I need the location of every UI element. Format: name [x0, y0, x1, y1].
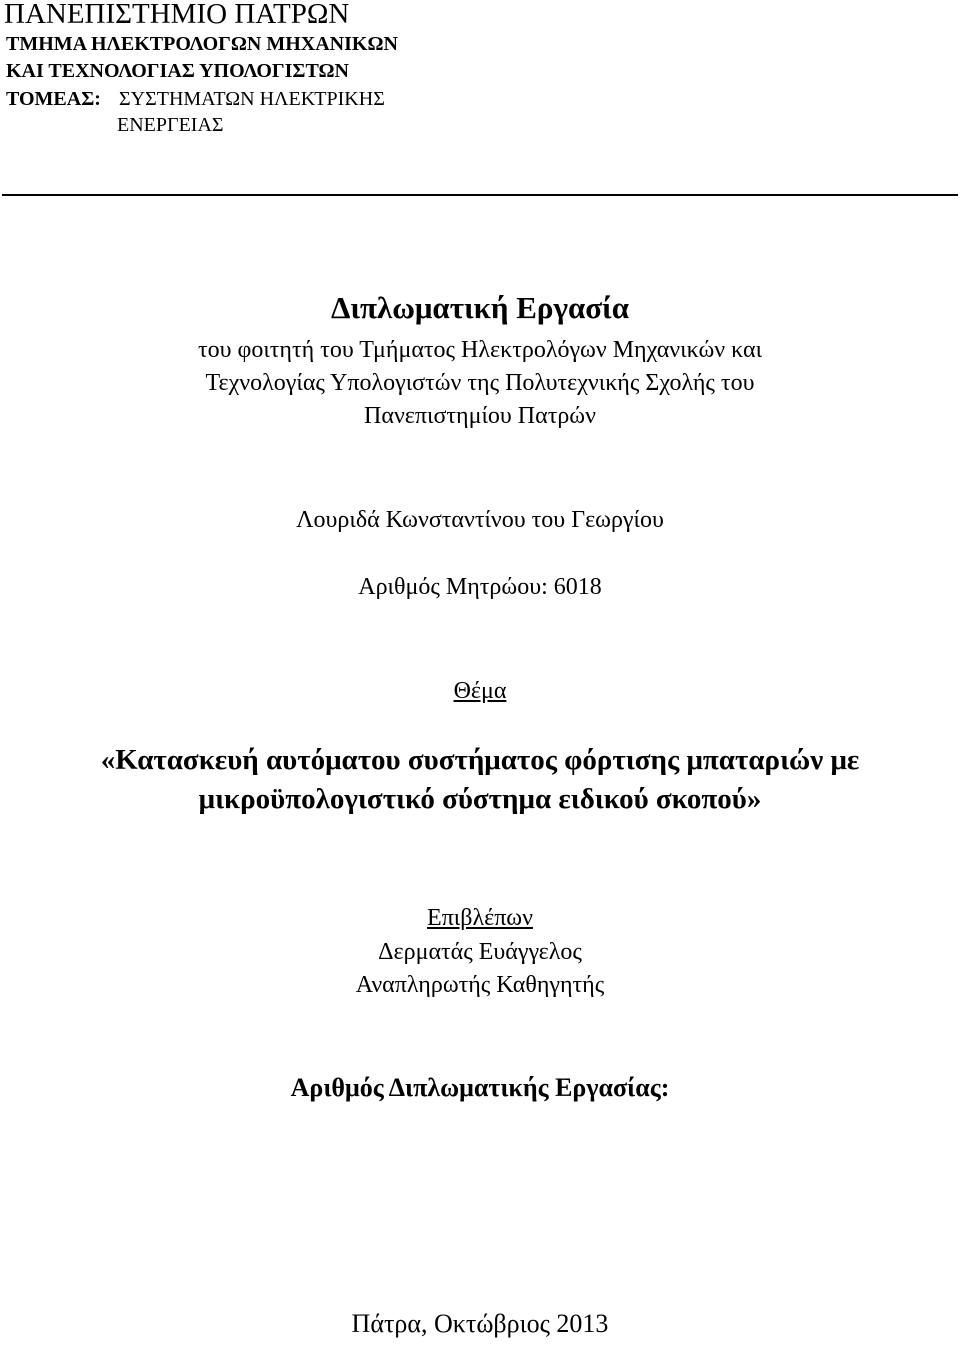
topic-label: Θέμα — [453, 678, 507, 704]
thesis-title: Διπλωματική Εργασία — [330, 290, 630, 325]
intro-line-1: του φοιτητή του Τμήματος Ηλεκτρολόγων Μηχανικών και — [197, 337, 763, 363]
student-name: Λουριδά Κωνσταντίνου του Γεωργίου — [296, 507, 664, 533]
supervisor-rank: Αναπληρωτής Καθηγητής — [355, 972, 605, 998]
supervisor-heading — [0, 903, 960, 933]
sector-name-line-1: ΣΥΣΤΗΜΑΤΩΝ ΗΛΕΚΤΡΙΚΗΣ — [119, 88, 385, 110]
supervisor-name: Δερματάς Ευάγγελος — [378, 939, 582, 965]
intro-line-3: Πανεπιστημίου Πατρών — [364, 403, 596, 429]
topic-line-1: «Κατασκευή αυτόματου συστήματος φόρτισης μπαταριών με — [100, 744, 860, 776]
sector-name-line-2: ΕΝΕΡΓΕΙΑΣ — [117, 114, 224, 136]
department-line-1: ΤΜΗΜΑ ΗΛΕΚΤΡΟΛΟΓΩΝ ΜΗΧΑΝΙΚΩΝ — [6, 33, 398, 55]
supervisor-label: Επιβλέπων — [427, 905, 533, 931]
intro-line-2: Τεχνολογίας Υπολογιστών της Πολυτεχνικής Σχολής του — [205, 370, 755, 396]
university-name: ΠΑΝΕΠΙΣΤΗΜΙΟ ΠΑΤΡΩΝ — [4, 0, 350, 30]
header-divider — [2, 194, 958, 196]
department-line-2: ΚΑΙ ΤΕΧΝΟΛΟΓΙΑΣ ΥΠΟΛΟΓΙΣΤΩΝ — [6, 60, 349, 82]
registration-number: Αριθμός Μητρώου: 6018 — [358, 574, 602, 600]
topic-line-2: μικροϋπολογιστικό σύστημα ειδικού σκοπού» — [198, 783, 762, 815]
place-and-date: Πάτρα, Οκτώβριος 2013 — [351, 1309, 609, 1338]
thesis-number-label: Αριθμός Διπλωματικής Εργασίας: — [290, 1073, 670, 1102]
topic-heading — [0, 676, 960, 706]
sector-label: ΤΟΜΕΑΣ: — [6, 88, 101, 110]
